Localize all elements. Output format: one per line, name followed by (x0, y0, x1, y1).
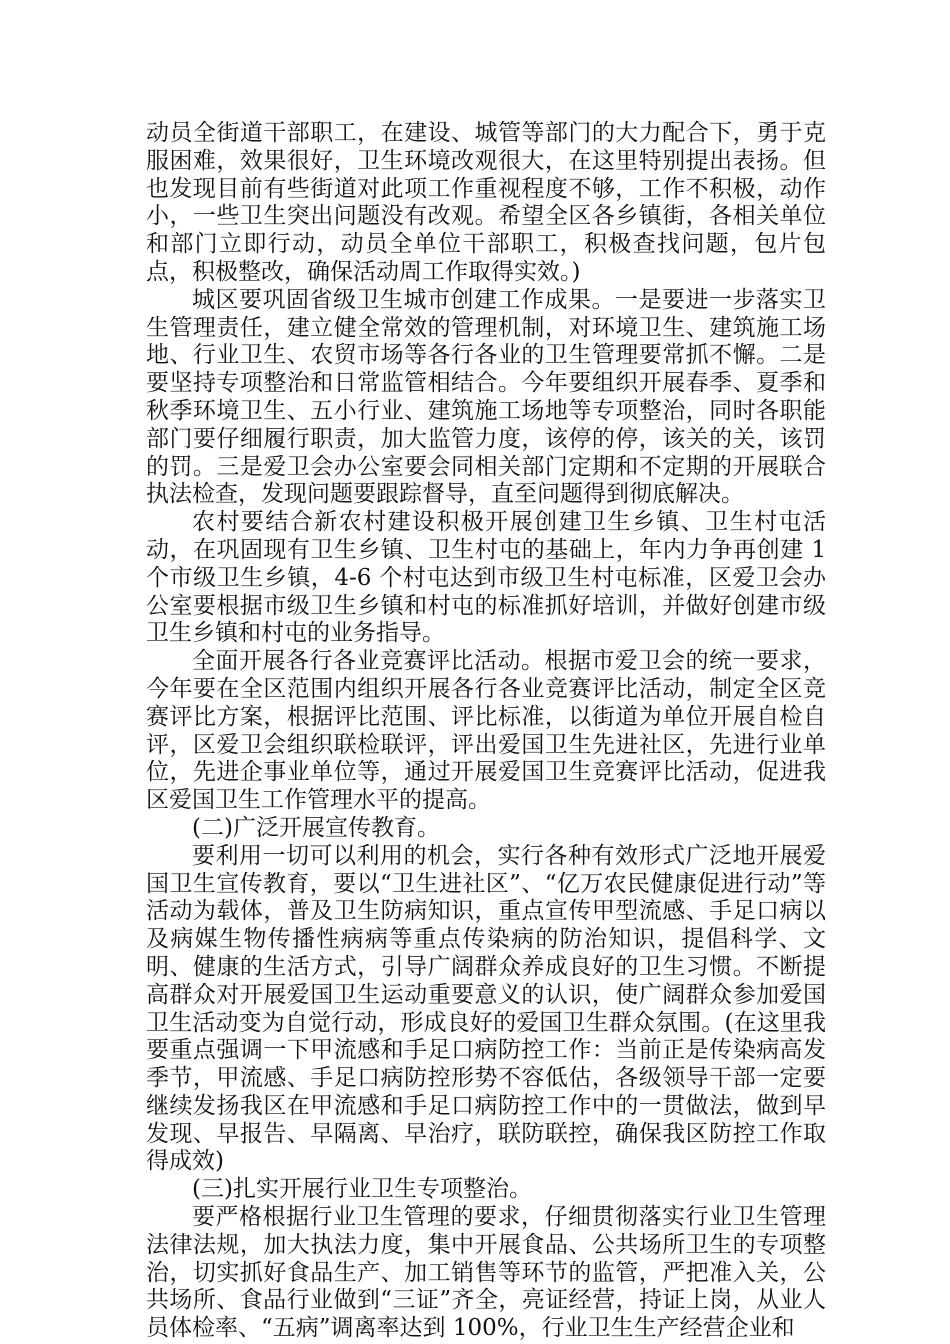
document-page (146, 120, 826, 1343)
paragraph-rural-sanitation: 农村要结合新农村建设积极开展创建卫生乡镇、卫生村屯活动，在巩固现有卫生乡镇、卫生村屯的基础上，年内力争再创建 1 个市级卫生乡镇，4-6 个村屯达到市级卫生村屯标准，区爱卫会办公室要根据市级卫生乡镇和村屯的标准抓好培训，并做好创建市级卫生乡镇和村屯的业务指导。 (146, 509, 826, 647)
section-heading-publicity: (二)广泛开展宣传教育。 (192, 814, 440, 841)
paragraph-continuation: 动员全街道干部职工，在建设、城管等部门的大力配合下，勇于克服困难，效果很好，卫生环境改观很大，在这里特别提出表扬。但也发现目前有些街道对此项工作重视程度不够，工作不积极，动作小，一些卫生突出问题没有改观。希望全区各乡镇街，各相关单位和部门立即行动，动员全单位干部职工，积极查找问题，包片包点，积极整改，确保活动周工作取得实效。) (146, 120, 826, 285)
paragraph-industry: 要严格根据行业卫生管理的要求，仔细贯彻落实行业卫生管理法律法规，加大执法力度，集中开展食品、公共场所卫生的专项整治，切实抓好食品生产、加工销售等环节的监管，严把准入关，公共场所、食品行业做到“三证”齐全，亮证经营，持证上岗，从业人员体检率、“五病”调离率达到 100%，行业卫生生产经营企业和 (146, 1204, 826, 1342)
section-heading-industry: (三)扎实开展行业卫生专项整治。 (192, 1176, 532, 1203)
paragraph-competition: 全面开展各行各业竞赛评比活动。根据市爱卫会的统一要求，今年要在全区范围内组织开展各行各业竞赛评比活动，制定全区竞赛评比方案，根据评比范围、评比标准，以街道为单位开展自检自评，区爱卫会组织联检联评，评出爱国卫生先进社区，先进行业单位，先进企事业单位等，通过开展爱国卫生竞赛评比活动，促进我区爱国卫生工作管理水平的提高。 (146, 648, 826, 814)
paragraph-urban-sanitation: 城区要巩固省级卫生城市创建工作成果。一是要进一步落实卫生管理责任，建立健全常效的管理机制，对环境卫生、建筑施工场地、行业卫生、农贸市场等各行各业的卫生管理要常抓不懈。二是要坚持专项整治和日常监管相结合。今年要组织开展春季、夏季和秋季环境卫生、五小行业、建筑施工场地等专项整治，同时各职能部门要仔细履行职责，加大监管力度，该停的停，该关的关，该罚的罚。三是爱卫会办公室要会同相关部门定期和不定期的开展联合执法检查，发现问题要跟踪督导，直至问题得到彻底解决。 (146, 286, 826, 508)
paragraph-publicity: 要利用一切可以利用的机会，实行各种有效形式广泛地开展爱国卫生宣传教育，要以“卫生进社区”、“亿万农民健康促进行动”等活动为载体，普及卫生防病知识，重点宣传甲型流感、手足口病以及病媒生物传播性病病等重点传染病的防治知识，提倡科学、文明、健康的生活方式，引导广阔群众养成良好的卫生习惯。不断提高群众对开展爱国卫生运动重要意义的认识，使广阔群众参加爱国卫生活动变为自觉行动，形成良好的爱国卫生群众氛围。(在这里我要重点强调一下甲流感和手足口病防控工作：当前正是传染病高发季节，甲流感、手足口病防控形势不容低估，各级领导干部一定要继续发扬我区在甲流感和手足口病防控工作中的一贯做法，做到早发现、早报告、早隔离、早治疗，联防联控，确保我区防控工作取得成效) (146, 842, 826, 1175)
